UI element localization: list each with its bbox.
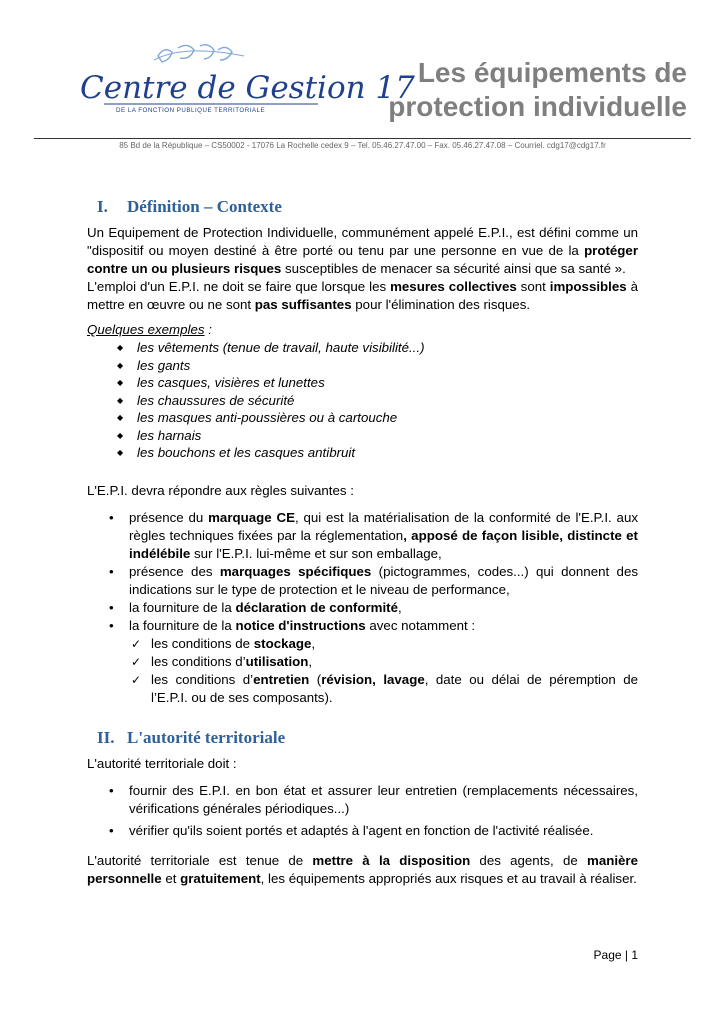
address-line: 85 Bd de la République – CS50002 - 17076 La Rochelle cedex 9 – Tel. 05.46.27.47.00 – Fax. 05.46.27.47.08 – Courriel. cdg17@cdg17.fr bbox=[119, 141, 606, 150]
diamond-bullet-icon: ◆ bbox=[117, 378, 124, 387]
bullet-icon: • bbox=[109, 563, 114, 579]
section-title: Définition – Contexte bbox=[127, 197, 282, 216]
document-body bbox=[87, 196, 638, 888]
list-item: ✓ les conditions d’entretien (révision, lavage, date ou délai de péremption de l’E.P.I. ou de ses composants). bbox=[131, 671, 639, 705]
list-item: ✓ les conditions de stockage, bbox=[131, 635, 316, 651]
title-line-2: protection individuelle bbox=[388, 91, 687, 122]
section-heading-definition bbox=[87, 196, 638, 218]
bullet-icon: • bbox=[109, 617, 114, 633]
checkmark-icon: ✓ bbox=[131, 672, 142, 687]
document-title bbox=[388, 56, 687, 124]
bullet-icon: • bbox=[109, 822, 114, 838]
list-item: ✓ les conditions d’utilisation, bbox=[131, 653, 313, 669]
list-item: ◆ les chaussures de sécurité bbox=[117, 392, 295, 408]
logo-graphic bbox=[78, 40, 415, 120]
list-item: • présence du marquage CE, qui est la matérialisation de la conformité de l'E.P.I. aux règles techniques fixées par la réglementation, apposé de façon lisible, distincte et indélébile sur l'E.P.I. lui-même et sur son emballage, bbox=[109, 509, 638, 561]
logo-text: Centre de Gestion 17 bbox=[80, 70, 415, 106]
list-item: • la fourniture de la déclaration de conformité, bbox=[109, 599, 402, 615]
examples-list bbox=[87, 339, 638, 462]
diamond-bullet-icon: ◆ bbox=[117, 448, 124, 457]
page-number: Page | 1 bbox=[593, 948, 638, 962]
list-item: • la fourniture de la notice d'instructions avec notamment : ✓ les conditions de stockage, ✓ les conditions d’utilisation, ✓ les conditions d’entretien (révision, lavage, date ou délai de péremption de l’E.P.I. ou de ses composants). bbox=[109, 617, 639, 705]
rules-intro: L'E.P.I. devra répondre aux règles suivantes : bbox=[87, 482, 354, 498]
list-item: ◆ les masques anti-poussières ou à cartouche bbox=[117, 410, 398, 425]
list-item: ◆ les gants bbox=[117, 357, 191, 373]
authority-intro: L'autorité territoriale doit : bbox=[87, 755, 237, 771]
section-title: L'autorité territoriale bbox=[127, 727, 286, 747]
list-item: ◆ les vêtements (tenue de travail, haute visibilité...) bbox=[117, 340, 425, 355]
definition-paragraph: Un Equipement de Protection Individuelle, communément appelé E.P.I., est défini comme un "dispositif ou moyen destiné à être porté ou tenu par une personne en vue de la protéger contre un ou plusieurs risques susceptibles de menacer sa sécurité ainsi que sa santé ». bbox=[87, 225, 638, 276]
list-item: ◆ les casques, visières et lunettes bbox=[117, 375, 325, 390]
examples-heading: Quelques exemples : bbox=[87, 322, 212, 337]
section-heading-authority bbox=[87, 727, 638, 749]
rules-list bbox=[87, 509, 638, 707]
diamond-bullet-icon: ◆ bbox=[117, 360, 124, 370]
checkmark-icon: ✓ bbox=[131, 654, 142, 669]
section-number: I. bbox=[97, 197, 108, 216]
logo-subtitle: DE LA FONCTION PUBLIQUE TERRITORIALE bbox=[116, 107, 266, 114]
list-item: ◆ les harnais bbox=[117, 427, 202, 443]
list-item: • présence des marquages spécifiques (pictogrammes, codes...) qui donnent des indications sur le type de protection et le niveau de performance, bbox=[109, 563, 638, 597]
header-divider bbox=[34, 138, 691, 139]
instructions-sublist bbox=[129, 635, 638, 707]
diamond-bullet-icon: ◆ bbox=[117, 430, 124, 440]
title-line-1: Les équipements de bbox=[417, 57, 687, 88]
section-number: II. bbox=[97, 727, 115, 747]
bullet-icon: • bbox=[109, 509, 114, 525]
diamond-bullet-icon: ◆ bbox=[117, 343, 124, 352]
diamond-bullet-icon: ◆ bbox=[117, 413, 124, 422]
checkmark-icon: ✓ bbox=[131, 636, 142, 651]
list-item: • vérifier qu'ils soient portés et adaptés à l'agent en fonction de l'activité réalisée. bbox=[109, 822, 594, 838]
list-item: ◆ les bouchons et les casques antibruit bbox=[117, 445, 356, 460]
authority-paragraph: L'autorité territoriale est tenue de mettre à la disposition des agents, de manière personnelle et gratuitement, les équipements appropriés aux risques et au travail à réaliser. bbox=[87, 852, 638, 886]
diamond-bullet-icon: ◆ bbox=[117, 395, 124, 405]
cdg17-logo bbox=[78, 40, 415, 120]
list-item: • fournir des E.P.I. en bon état et assurer leur entretien (remplacements nécessaires, vérifications générales périodiques...) bbox=[109, 782, 638, 816]
bullet-icon: • bbox=[109, 782, 114, 798]
bullet-icon: • bbox=[109, 599, 114, 615]
authority-list bbox=[87, 782, 638, 840]
usage-paragraph: L'emploi d'un E.P.I. ne doit se faire que lorsque les mesures collectives sont impossibles à mettre en œuvre ou ne sont pas suffisantes pour l'élimination des risques. bbox=[87, 279, 638, 312]
